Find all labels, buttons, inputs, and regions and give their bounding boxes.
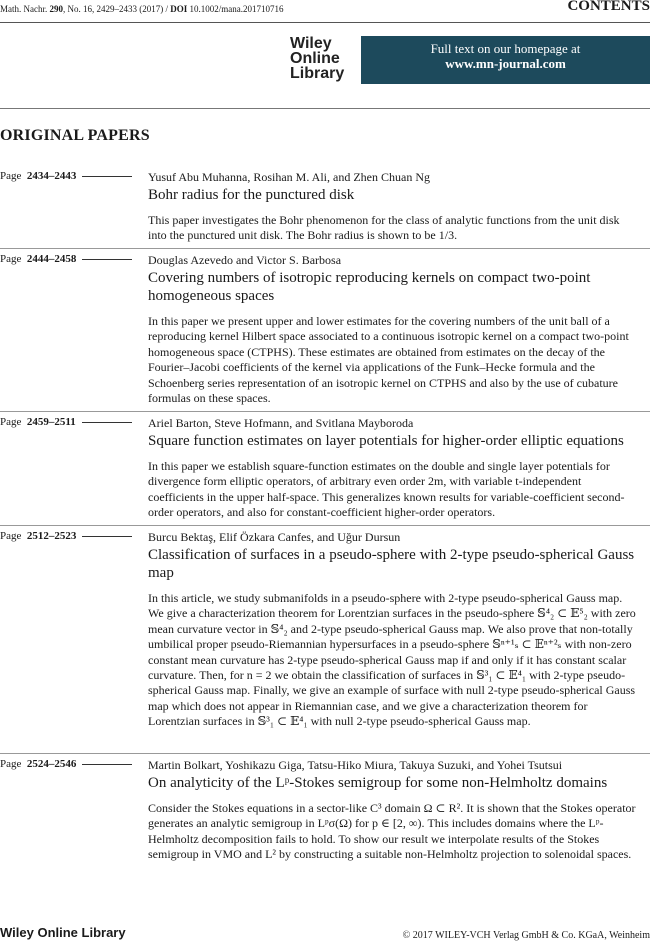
entry-divider xyxy=(0,411,650,412)
page-numbers[interactable]: 2434–2443 xyxy=(26,170,77,182)
page-range xyxy=(0,758,132,770)
journal-url-link[interactable]: www.mn-journal.com xyxy=(445,56,566,71)
wiley-online-library-logo[interactable] xyxy=(290,36,344,81)
paper-abstract: In this paper we establish square-function estimates on the double and single layer potentials for divergence form elliptic operators, of arbitrary even order 2m, with variable t-independent coefficients in the upper half-space. This generalizes known results for variable-coefficient second-order operators, and also for constant-coefficient higher-order operators. xyxy=(148,459,625,520)
paper-title[interactable]: Covering numbers of isotropic reproducing kernels on compact two-point homogeneous spaces xyxy=(148,270,591,304)
leader-line xyxy=(82,176,132,177)
contents-heading: CONTENTS xyxy=(567,0,650,14)
paper-authors: Ariel Barton, Steve Hofmann, and Svitlana Mayboroda xyxy=(148,416,414,430)
page-label: Page xyxy=(0,170,22,182)
page-range xyxy=(0,416,132,428)
paper-title[interactable]: Bohr radius for the punctured disk xyxy=(148,187,355,203)
paper-authors: Douglas Azevedo and Victor S. Barbosa xyxy=(148,253,342,267)
page-label: Page xyxy=(0,416,22,428)
paper-abstract: In this article, we study submanifolds in a pseudo-sphere with 2-type pseudo-spherical Gauss map. We give a characterization theorem for Lorentzian surfaces in the pseudo-sphere 𝕊⁴₂ ⊂ 𝔼⁵₂ with zero mean curvature vector in 𝕊⁴₂ and 2-type pseudo-spherical Gauss map. We also prove that non-totally umbilical proper pseudo-Riemannian hypersurfaces in a pseudo-sphere 𝕊ⁿ⁺¹ₛ ⊂ 𝔼ⁿ⁺²ₛ with non-zero constant mean curvature has 2-type pseudo-spherical Gauss map if and only if it has constant scalar curvature. Then, for n = 2 we obtain the classification of surfaces in 𝕊³₁ ⊂ 𝔼⁴₁ with 2-type pseudo-spherical Gauss map. Finally, we give an example of surface with null 2-type pseudo-spherical Gauss map which does not appear in Riemannian case, and we give a characterization theorem for Lorentzian surfaces in 𝕊³₁ ⊂ 𝔼⁴₁ with null 2-type pseudo-spherical Gauss map. xyxy=(148,591,636,729)
paper-title[interactable]: Square function estimates on layer potentials for higher-order elliptic equations xyxy=(148,433,624,449)
paper-abstract: Consider the Stokes equations in a sector-like C³ domain Ω ⊂ R². It is shown that the Stokes operator generates an analytic semigroup in Lᵖσ(Ω) for p ∈ [2, ∞). This includes domains where the Lᵖ-Helmholtz decomposition fails to hold. To show our result we interpolate results of the Stokes semigroup in VMO and L² by constructing a suitable non-Helmholtz projection to solenoidal spaces. xyxy=(148,801,636,862)
page-numbers[interactable]: 2512–2523 xyxy=(26,530,77,542)
logo-line-1: Wiley xyxy=(290,35,332,52)
copyright-notice: © 2017 WILEY-VCH Verlag GmbH & Co. KGaA, Weinheim xyxy=(402,930,650,941)
page-range xyxy=(0,530,132,542)
entry-divider xyxy=(0,525,650,526)
homepage-banner xyxy=(361,36,650,84)
leader-line xyxy=(82,422,132,423)
leader-line xyxy=(82,764,132,765)
journal-volume: 290 xyxy=(49,4,63,14)
journal-reference xyxy=(0,4,284,14)
entry-divider xyxy=(0,753,650,754)
paper-abstract: This paper investigates the Bohr phenomenon for the class of analytic functions from the unit disk into the punctured unit disk. The Bohr radius is shown to be 1/3. xyxy=(148,213,620,243)
page-label: Page xyxy=(0,253,22,265)
footer-wiley-logo[interactable]: Wiley Online Library xyxy=(0,925,126,940)
paper-authors: Yusuf Abu Muhanna, Rosihan M. Ali, and Zhen Chuan Ng xyxy=(148,170,430,184)
leader-line xyxy=(82,536,132,537)
doi-label: DOI xyxy=(170,4,188,14)
entry-divider xyxy=(0,248,650,249)
journal-name: Math. Nachr. xyxy=(0,4,48,14)
paper-authors: Burcu Bektaş, Elif Özkara Canfes, and Uğur Dursun xyxy=(148,530,401,544)
journal-issue-pages: , No. 16, 2429–2433 (2017) / xyxy=(63,4,171,14)
logo-line-2: Online xyxy=(290,50,340,67)
paper-title[interactable]: Classification of surfaces in a pseudo-sphere with 2-type pseudo-spherical Gauss map xyxy=(148,547,635,581)
section-title: ORIGINAL PAPERS xyxy=(0,127,150,144)
page-numbers[interactable]: 2444–2458 xyxy=(26,253,77,265)
top-divider xyxy=(0,108,650,109)
page-numbers[interactable]: 2524–2546 xyxy=(26,758,77,770)
paper-abstract: In this paper we present upper and lower estimates for the covering numbers of the unit ball of a reproducing kernel Hilbert space associated to a continuous isotropic kernel on a compact two-point homogeneous space (CTPHS). These estimates are obtained from estimates on the decay of the Fourier–Jacobi coefficients of the kernel via applications of the Funk–Hecke formula and the Schoenberg series representation of an isotropic kernel on CTPHS and also by the use of cubature formulas on these spaces. xyxy=(148,314,629,406)
banner-text: Full text on our homepage at xyxy=(430,41,581,56)
leader-line xyxy=(82,259,132,260)
paper-title[interactable]: On analyticity of the Lᵖ-Stokes semigroup for some non-Helmholtz domains xyxy=(148,775,608,791)
logo-line-3: Library xyxy=(290,65,345,82)
page-label: Page xyxy=(0,758,22,770)
doi-link[interactable]: 10.1002/mana.201710716 xyxy=(187,4,284,14)
page-range xyxy=(0,253,132,265)
page-range xyxy=(0,170,132,182)
page-label: Page xyxy=(0,530,22,542)
page-numbers[interactable]: 2459–2511 xyxy=(26,416,76,428)
page-header xyxy=(0,0,650,23)
paper-authors: Martin Bolkart, Yoshikazu Giga, Tatsu-Hiko Miura, Takuya Suzuki, and Yohei Tsutsui xyxy=(148,758,563,772)
